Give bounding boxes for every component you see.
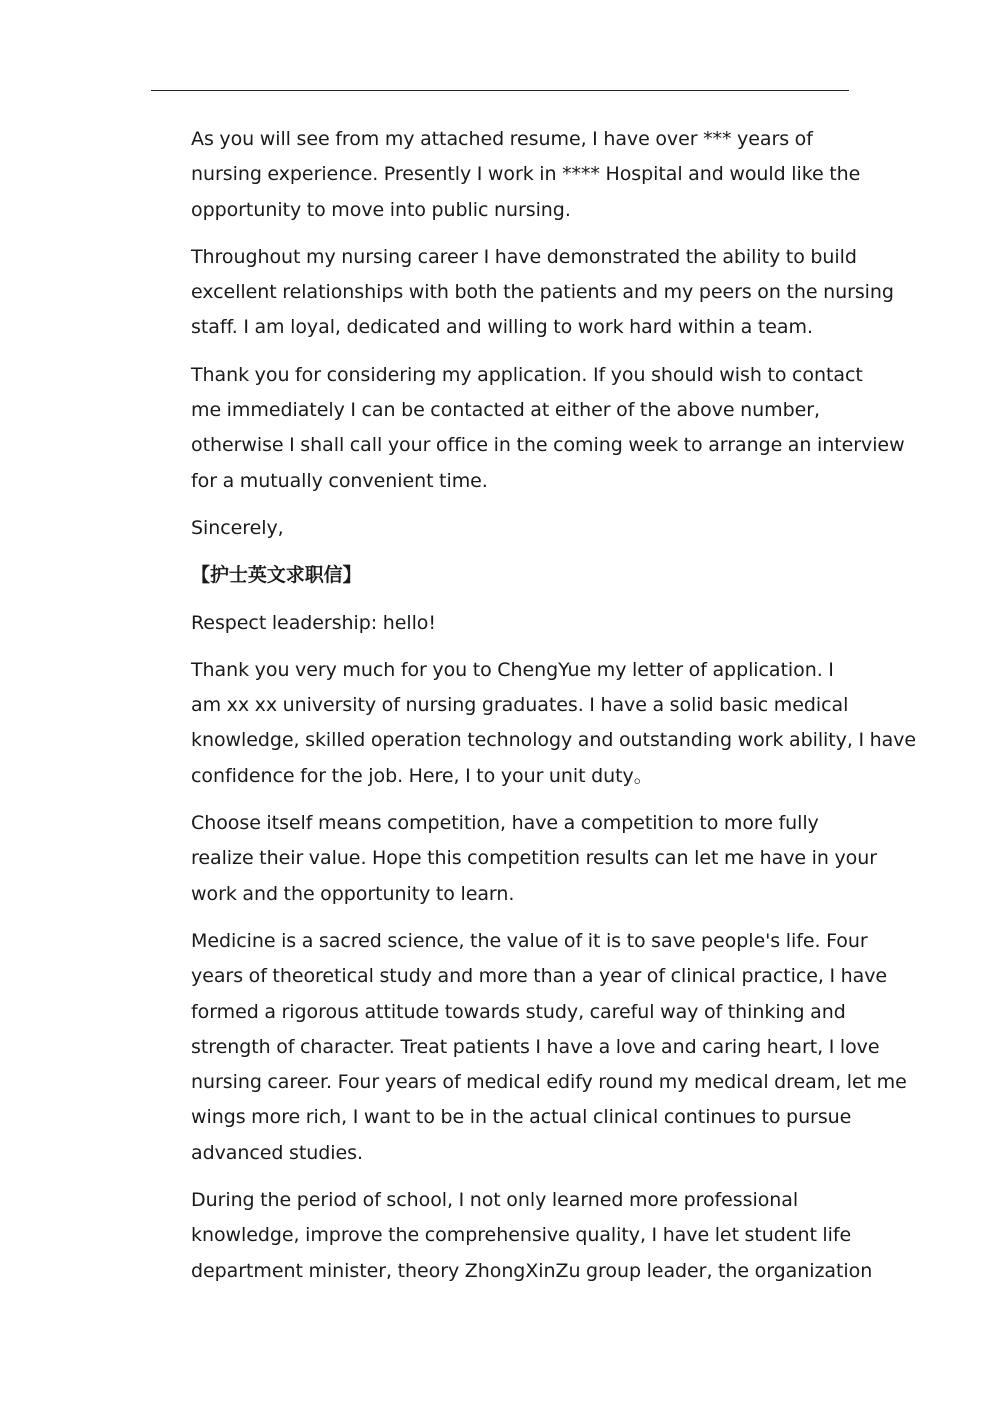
text-line: As you will see from my attached resume, I have over *** years of	[191, 128, 813, 150]
text-line: strength of character. Treat patients I have a love and caring heart, I love	[191, 1035, 880, 1058]
paragraph-career	[151, 240, 894, 346]
text-line: opportunity to move into public nursing.	[191, 198, 571, 221]
text-line: 【护士英文求职信】	[191, 564, 362, 587]
letter-body	[151, 122, 917, 1301]
text-line: for a mutually convenient time.	[191, 469, 488, 492]
paragraph-resume-intro	[151, 122, 861, 228]
text-line: me immediately I can be contacted at either of the above number,	[191, 399, 821, 422]
text-line: advanced studies.	[191, 1141, 363, 1164]
text-line: department minister, theory ZhongXinZu group leader, the organization	[191, 1259, 873, 1282]
text-line: Throughout my nursing career I have demonstrated the ability to build	[191, 245, 857, 268]
text-line: years of theoretical study and more than a year of clinical practice, I have	[191, 965, 888, 988]
text-line: Sincerely,	[191, 516, 284, 539]
text-line: Thank you very much for you to ChengYue my letter of application. I	[191, 658, 834, 681]
section-heading	[151, 558, 851, 593]
text-line: wings more rich, I want to be in the actual clinical continues to pursue	[191, 1106, 852, 1129]
paragraph-closing	[151, 511, 851, 546]
text-line: confidence for the job. Here, I to your unit duty。	[191, 764, 653, 787]
text-line: Choose itself means competition, have a competition to more fully	[191, 812, 819, 835]
text-line: knowledge, skilled operation technology and outstanding work ability, I have	[191, 729, 917, 752]
text-line: work and the opportunity to learn.	[191, 882, 515, 905]
paragraph-greeting	[151, 606, 851, 641]
text-line: Respect leadership: hello!	[191, 611, 436, 634]
paragraph-thanks	[151, 358, 905, 499]
text-line: excellent relationships with both the patients and my peers on the nursing	[191, 281, 894, 304]
text-line: knowledge, improve the comprehensive quality, I have let student life	[191, 1224, 852, 1247]
paragraph-competition	[151, 806, 877, 912]
text-line: formed a rigorous attitude towards study, careful way of thinking and	[191, 1000, 846, 1023]
text-line: During the period of school, I not only learned more professional	[191, 1189, 799, 1212]
header-rule	[151, 90, 849, 91]
text-line: realize their value. Hope this competition results can let me have in your	[191, 847, 877, 870]
paragraph-application	[151, 653, 917, 794]
text-line: otherwise I shall call your office in the coming week to arrange an interview	[191, 434, 905, 457]
text-line: Medicine is a sacred science, the value of it is to save people's life. Four	[191, 929, 868, 952]
paragraph-medicine	[151, 924, 907, 1171]
paragraph-school	[151, 1183, 873, 1289]
text-line: nursing career. Four years of medical edify round my medical dream, let me	[191, 1071, 907, 1094]
text-line: nursing experience. Presently I work in **** Hospital and would like the	[191, 163, 861, 186]
text-line: am xx xx university of nursing graduates. I have a solid basic medical	[191, 694, 849, 717]
text-line: staff. I am loyal, dedicated and willing to work hard within a team.	[191, 316, 813, 339]
text-line: Thank you for considering my application. If you should wish to contact	[191, 363, 863, 386]
